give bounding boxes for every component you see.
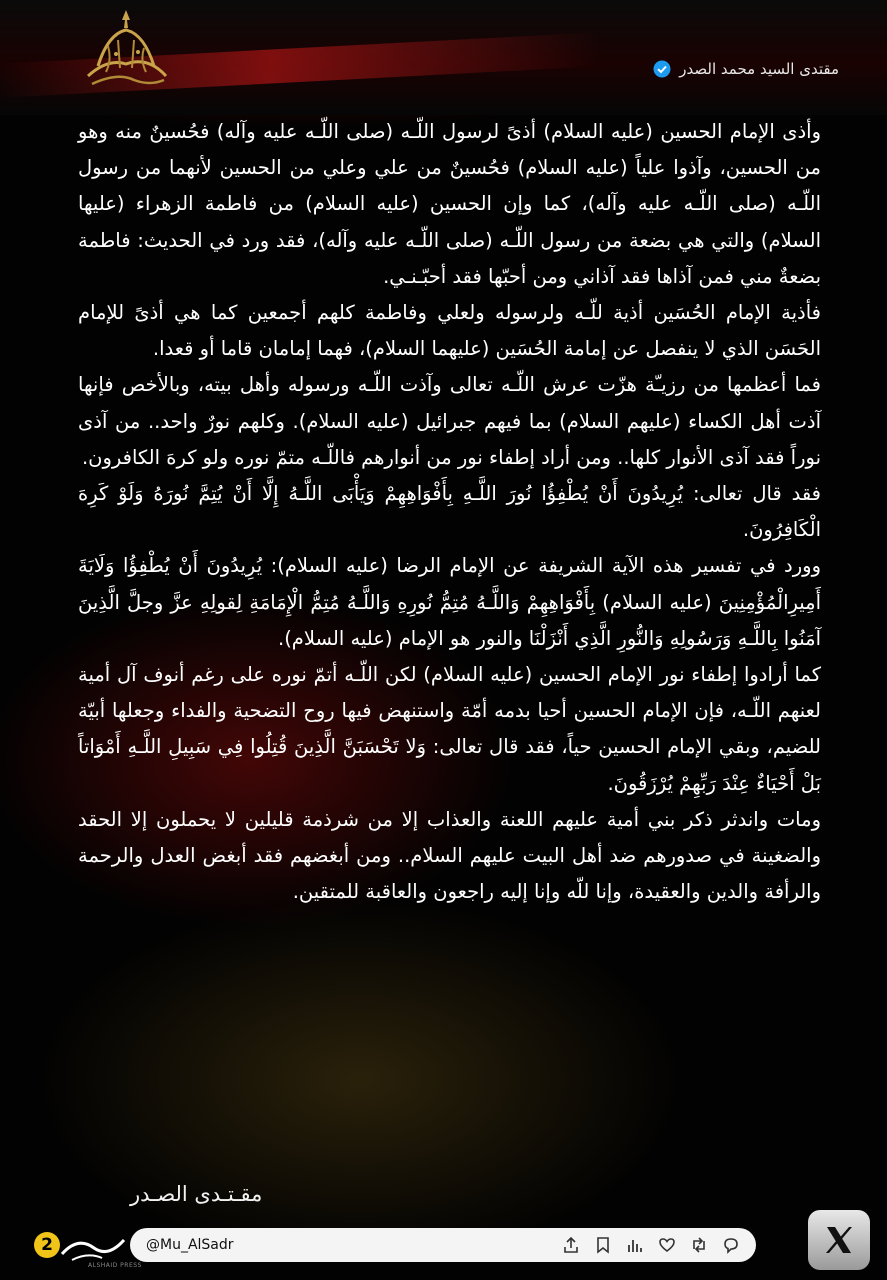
repost-icon[interactable] (690, 1236, 708, 1254)
account-header[interactable] (653, 60, 839, 78)
brand-mark-icon (58, 1226, 128, 1266)
page-number-badge: 2 (34, 1232, 60, 1258)
calligraphy-emblem-icon (78, 6, 174, 94)
signature: مقـتـدى الصـدر (130, 1182, 263, 1206)
bookmark-icon[interactable] (594, 1236, 612, 1254)
x-glyph-icon (822, 1223, 856, 1257)
stats-icon[interactable] (626, 1236, 644, 1254)
like-icon[interactable] (658, 1236, 676, 1254)
post-text: وأذى الإمام الحسين (عليه السلام) أذىً لرسول اللّـه (صلى اللّـه عليه وآله) فحُسينٌ منه وهو من الحسين، وآذوا علياً (عليه السلام) فحُسينٌ من علي وعلي من الحسين لأنهما من رسول اللّـه (صلى اللّـه عليه وآله)، كما وإن الحسين (عليه السلام) من فاطمة الزهراء (عليها السلام) والتي هي بضعة من رسول اللّـه (صلى اللّـه عليه وآله)، فقد ورد في الحديث: فاطمة بضعةٌ مني فمن آذاها فقد آذاني ومن أحبّها فقد أحبّـنـي. فأذية الإمام الحُسَين أذية للّـه ولرسوله ولعلي وفاطمة كلهم أجمعين كما هي أذىً للإمام الحَسَن الذي لا ينفصل عن إمامة الحُسَين (عليهما السلام)، فهما إمامان قاما أو قعدا. فما أعظمها من رزيـّة هزّت عرش اللّـه تعالى وآذت اللّـه ورسوله وأهل بيته، وبالأخص فإنها آذت أهل الكساء (عليهم السلام) بما فيهم جبرائيل (عليه السلام). وكلهم نورٌ واحد.. من آذى نوراً فقد آذى الأنوار كلها.. ومن أراد إطفاء نور من أنوارهم فاللّـه متمّ نوره ولو كرهَ الكافرون. فقد قال تعالى: يُرِيدُونَ أَنْ يُطْفِؤُا نُورَ اللَّـهِ بِأَفْوَاهِهِمْ وَيَأْبَى اللَّـهُ إِلَّا أَنْ يُتِمَّ نُورَهُ وَلَوْ كَرِهَ الْكَافِرُونَ. وورد في تفسير هذه الآية الشريفة عن الإمام الرضا (عليه السلام): يُرِيدُونَ أَنْ يُطْفِؤُا وَلَايَةَ أَمِيرِالْمُؤْمِنِينَ (عليه السلام) بِأَفْوَاهِهِمْ وَاللَّـهُ مُتِمُّ نُورِهِ وَاللَّـهُ مُتِمُّ الْإِمَامَةِ لِقولِهِ عزَّ وجلَّ الَّذِينَ آمَنُوا بِاللَّـهِ وَرَسُولِهِ وَالنُّورِ الَّذِي أَنْزَلْنَا والنور هو الإمام (عليه السلام). كما أرادوا إطفاء نور الإمام الحسين (عليه السلام) لكن اللّـه أتمّ نوره على رغم أنوف آل أمية لعنهم اللّـه، فإن الإمام الحسين أحيا بدمه أمّة واستنهض فيها روح التضحية والفداء وجعلها أبيّة للضيم، وبقي الإمام الحسين حياً، فقد قال تعالى: وَلا تَحْسَبَنَّ الَّذِينَ قُتِلُوا فِي سَبِيلِ اللَّـهِ أَمْوَاتاً بَلْ أَحْيَاءٌ عِنْدَ رَبِّهِمْ يُرْزَقُونَ. ومات واندثر ذكر بني أمية عليهم اللعنة والعذاب إلا من شرذمة قليلين لا يحملون إلا الحقد والضغينة في صدورهم ضد أهل البيت عليهم السلام.. ومن أبغضهم فقد أبغض العدل والرحمة والرأفة والدين والعقيدة، وإنا للّه وإنا إليه راجعون والعاقبة للمتقين. (78, 120, 821, 904)
share-icon[interactable] (562, 1236, 580, 1254)
x-logo-icon[interactable] (808, 1210, 870, 1270)
verified-badge-icon (653, 60, 671, 78)
account-handle[interactable]: @Mu_AlSadr (146, 1237, 234, 1253)
brand-text: ALSHAID PRESS (88, 1262, 142, 1269)
account-name[interactable]: مقتدى السيد محمد الصدر (679, 60, 839, 78)
tweet-action-bar (130, 1228, 756, 1262)
reply-icon[interactable] (722, 1236, 740, 1254)
